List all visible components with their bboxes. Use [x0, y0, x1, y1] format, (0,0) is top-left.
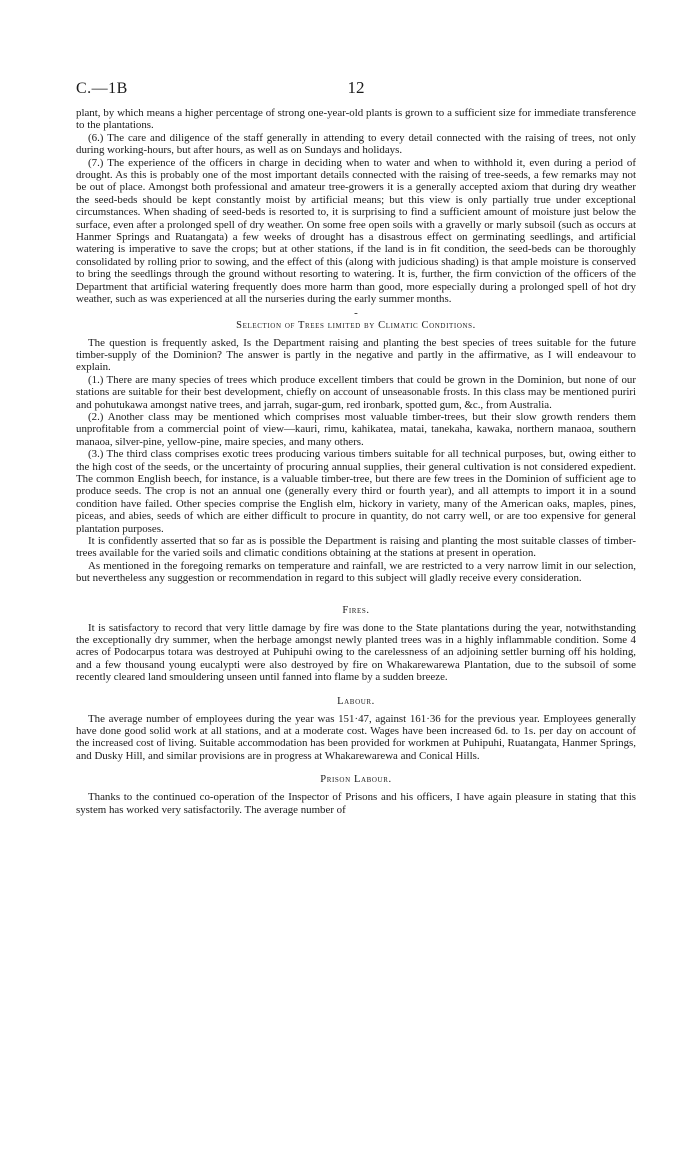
page-header	[76, 80, 636, 100]
paragraph: As mentioned in the foregoing remarks on temperature and rainfall, we are restricted to a very narrow limit in our selection, but nevertheless any suggestion or recommendation in regard to this subject will gladly receive every consideration.	[76, 559, 636, 585]
paragraph: (3.) The third class comprises exotic trees producing various timbers suitable for all technical purposes, but, owing either to the high cost of the seeds, or the uncertainty of procuring annual supplies, their general cultivation is not considered expedient. The common English beech, for instance, is a valuable timber-tree, but there are few trees in the Dominion of sufficient age to produce seeds. The crop is not an annual one (generally every third or fourth year), and all attempts to import it in a sound condition have failed. Other species comprise the English elm, hickory in variety, many of the American oaks, maples, pines, piceas, and abies, seeds of which are either difficult to procure in quantity, do not carry well, or are too expensive for general plantation purposes.	[76, 448, 636, 535]
paragraph: (7.) The experience of the officers in charge in deciding when to water and when to withhold it, even during a period of drought. As this is probably one of the most important details connected with the raising of tree-seeds, a few remarks may not be out of place. Amongst both professional and amateur tree-growers it is a generally accepted axiom that during dry weather the seed-beds should be kept constantly moist by artificial means; but this view is only partially true under exceptional circumstances. When shading of seed-beds is resorted to, it is surprising to find a sufficient amount of moisture just below the surface, even after a prolonged spell of dry weather. On some free open soils with a gravelly or marly subsoil (such as occurs at Hanmer Springs and Ruatangata) a few weeks of drought has a disastrous effect on germinating seedlings, and artificial watering is imperative to save the crops; but at other stations, if the land is in fit condition, the seed-beds can be thoroughly consolidated by rolling prior to sowing, and the effect of this (along with judicious shading) is that ample moisture is conserved to bring the seedlings through the ground without resorting to watering. It is, further, the firm conviction of the officers of the Department that artificial watering frequently does more harm than good, more especially during a prolonged spell of hot dry weather, such as was experienced at all the nurseries during the early summer months.	[76, 156, 636, 306]
section-heading-fires: Fires.	[342, 604, 370, 616]
paragraph: (6.) The care and diligence of the staff generally in attending to every detail connected with the raising of trees, not only during working-hours, but after hours, as well as on Sundays and holidays.	[76, 131, 636, 157]
section-heading-prison-labour: Prison Labour.	[320, 774, 392, 786]
paragraph: It is satisfactory to record that very little damage by fire was done to the State plantations during the year, notwithstanding the exceptionally dry summer, when the herbage amongst newly planted trees was in a highly inflammable condition. Some 4 acres of Podocarpus totara was destroyed at Puhipuhi owing to the carelessness of an adjoining settler burning off his holding, and a few thousand young eucalypti were also destroyed by fire on Whakarewarewa Plantation, due to the subsoil of some recently cleared land smouldering unseen until fanned into flame by a sudden breeze.	[76, 621, 636, 684]
section-heading-selection: Selection of Trees limited by Climatic Conditions.	[236, 319, 476, 331]
paragraph: The question is frequently asked, Is the Department raising and planting the best species of trees suitable for the future timber-supply of the Dominion? The answer is partly in the negative and partly in the affirmative, as I will endeavour to explain.	[76, 336, 636, 374]
page-number: 12	[347, 78, 365, 97]
section-heading-labour: Labour.	[337, 695, 375, 707]
paragraph: It is confidently asserted that so far as is possible the Department is raising and planting the most suitable classes of timber-trees available for the varied soils and climatic conditions obtaining at the stations at present in operation.	[76, 535, 636, 560]
document-code: C.—1B	[76, 80, 128, 97]
page-body	[76, 107, 636, 816]
paragraph: plant, by which means a higher percentage of strong one-year-old plants is grown to a sufficient size for immediate transference to the plantations.	[76, 107, 636, 132]
separator-mark: -	[354, 306, 358, 319]
paragraph: Thanks to the continued co-operation of the Inspector of Prisons and his officers, I have again pleasure in stating that this system has worked very satisfactorily. The average number of	[76, 791, 636, 816]
paragraph: (1.) There are many species of trees which produce excellent timbers that could be grown in the Dominion, but none of our stations are suitable for their best development, chiefly on account of unseasonable frosts. In this class may be mentioned puriri and pohutukawa amongst native trees, and jarrah, sugar-gum, red ironbark, spotted gum, &c., from Australia.	[76, 373, 636, 411]
paragraph: (2.) Another class may be mentioned which comprises most valuable timber-trees, but their slow growth renders them unprofitable from a commercial point of view—kauri, rimu, kahikatea, matai, tanekaha, kawaka, northern manaoa, southern manaoa, silver-pine, yellow-pine, maire species, and many others.	[76, 410, 636, 448]
paragraph: The average number of employees during the year was 151·47, against 161·36 for the previous year. Employees generally have done good solid work at all stations, and at a moderate cost. Wages have been increased 6d. to 1s. per day on account of the increased cost of living. Suitable accommodation has been provided for workmen at Puhipuhi, Ruatangata, Hanmer Springs, and Dusky Hill, and similar provisions are in progress at Whakarewarewa and Conical Hills.	[76, 712, 636, 762]
